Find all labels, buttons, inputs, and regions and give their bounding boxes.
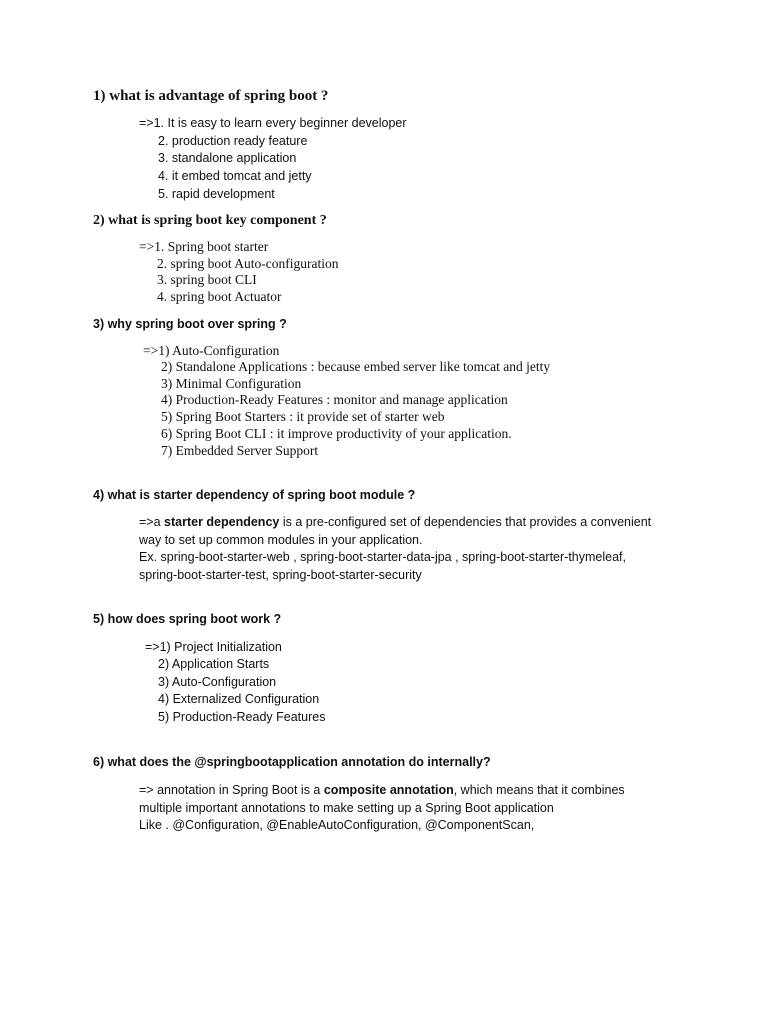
answer-1-line-5: 5. rapid development (158, 187, 275, 201)
question-3-heading: 3) why spring boot over spring ? (93, 317, 287, 331)
answer-6-line-1 (139, 784, 625, 797)
answer-3-line-1: =>1) Auto-Configuration (143, 343, 280, 358)
answer-3-line-7: 7) Embedded Server Support (161, 443, 319, 458)
answer-3-line-2: 2) Standalone Applications : because embed server like tomcat and jetty (161, 359, 551, 374)
answer-4-line-1 (139, 516, 651, 529)
question-1-heading: 1) what is advantage of spring boot ? (93, 88, 329, 104)
answer-6-line-2: multiple important annotations to make setting up a Spring Boot application (139, 801, 554, 815)
answer-2-line-1: =>1. Spring boot starter (139, 239, 269, 254)
answer-5-line-4: 4) Externalized Configuration (158, 692, 320, 706)
answer-4-prefix: =>a (139, 515, 165, 529)
answer-5-line-2: 2) Application Starts (158, 657, 270, 671)
answer-4-suffix: is a pre-configured set of dependencies that provides a convenient (279, 515, 652, 529)
answer-4-line-4: spring-boot-starter-test, spring-boot-starter-security (139, 568, 422, 582)
answer-2-line-3: 3. spring boot CLI (157, 272, 257, 287)
answer-5-line-5: 5) Production-Ready Features (158, 710, 326, 724)
answer-6-suffix: , which means that it combines (453, 783, 625, 797)
answer-6-line-3: Like . @Configuration, @EnableAutoConfiguration, @ComponentScan, (139, 818, 535, 832)
answer-4-line-3: Ex. spring-boot-starter-web , spring-boot-starter-data-jpa , spring-boot-starter-thymeleaf, (139, 550, 626, 564)
composite-annotation-term: composite annotation (323, 783, 454, 797)
answer-2-line-4: 4. spring boot Actuator (157, 289, 282, 304)
question-4-heading: 4) what is starter dependency of spring boot module ? (93, 488, 416, 502)
question-6-heading: 6) what does the @springbootapplication annotation do internally? (93, 755, 491, 769)
answer-3-line-5: 5) Spring Boot Starters : it provide set of starter web (161, 409, 445, 424)
answer-2-line-2: 2. spring boot Auto-configuration (157, 256, 339, 271)
starter-dependency-term: starter dependency (164, 515, 280, 529)
answer-5-line-3: 3) Auto-Configuration (158, 675, 277, 689)
answer-1-line-4: 4. it embed tomcat and jetty (158, 169, 312, 183)
answer-1-line-3: 3. standalone application (158, 151, 297, 165)
answer-4-line-2: way to set up common modules in your application. (139, 533, 423, 547)
answer-3-line-6: 6) Spring Boot CLI : it improve productivity of your application. (161, 426, 512, 441)
answer-5-line-1: =>1) Project Initialization (145, 640, 282, 654)
answer-3-line-4: 4) Production-Ready Features : monitor and manage application (161, 392, 508, 407)
answer-3-line-3: 3) Minimal Configuration (161, 376, 302, 391)
question-5-heading: 5) how does spring boot work ? (93, 612, 282, 626)
answer-1-line-1: =>1. It is easy to learn every beginner developer (139, 116, 407, 130)
answer-6-prefix: => annotation in Spring Boot is a (139, 783, 324, 797)
answer-1-line-2: 2. production ready feature (158, 134, 308, 148)
question-2-heading: 2) what is spring boot key component ? (93, 213, 327, 228)
